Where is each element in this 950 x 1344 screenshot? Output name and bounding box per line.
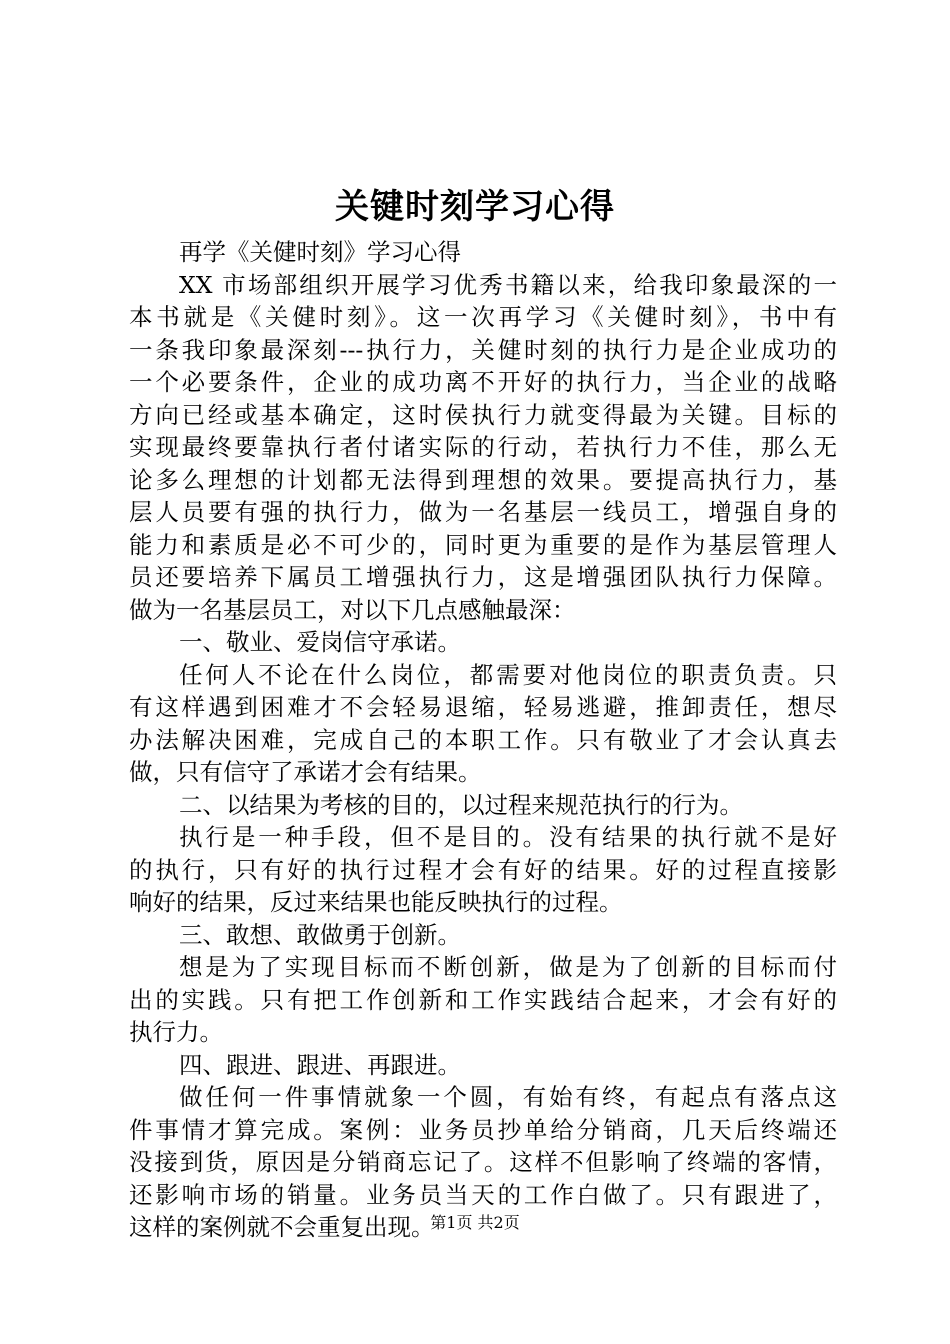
- text-line: 三、敢想、敢做勇于创新。: [179, 920, 461, 949]
- text-line: 员还要培养下属员工增强执行力，这是增强团队执行力保障。: [129, 563, 837, 591]
- text-line: 论多么理想的计划都无法得到理想的效果。要提高执行力，基: [129, 465, 837, 494]
- text-line: 出的实践。只有把工作创新和工作实践结合起来，才会有好的: [129, 985, 837, 1014]
- text-line: 件事情才算完成。案例：业务员抄单给分销商，几天后终端还: [129, 1115, 837, 1144]
- text-line: 一条我印象最深刻---执行力，关健时刻的执行力是企业成功的: [129, 335, 837, 364]
- text-line: 没接到货，原因是分销商忘记了。这样不但影响了终端的客情，: [129, 1148, 837, 1176]
- text-line: 做任何一件事情就象一个圆，有始有终，有起点有落点这: [179, 1083, 837, 1111]
- text-line: 本书就是《关健时刻》。这一次再学习《关健时刻》，书中有: [129, 303, 837, 331]
- text-line: 想是为了实现目标而不断创新，做是为了创新的目标而付: [179, 953, 837, 981]
- page-footer: 第1页 共2页: [430, 1213, 520, 1232]
- text-line: 一个必要条件，企业的成功离不开好的执行力，当企业的战略: [129, 368, 837, 396]
- text-line: 层人员要有强的执行力，做为一名基层一线员工，增强自身的: [129, 498, 837, 526]
- page-title: 关键时刻学习心得: [335, 187, 615, 227]
- text-line: 有这样遇到困难才不会轻易退缩，轻易逃避，推卸责任，想尽: [129, 693, 837, 721]
- text-line: 这样的案例就不会重复出现。: [129, 1213, 435, 1241]
- text-line: 任何人不论在什么岗位，都需要对他岗位的职责负责。只: [179, 660, 837, 689]
- text-line: 执行力。: [129, 1018, 223, 1046]
- text-line: 响好的结果，反过来结果也能反映执行的过程。: [129, 888, 623, 916]
- text-line: 再学《关健时刻》学习心得: [179, 238, 461, 266]
- text-line: 二、以结果为考核的目的，以过程来规范执行的行为。: [179, 790, 743, 819]
- text-line: 做，只有信守了承诺才会有结果。: [129, 758, 482, 786]
- text-line: 的执行，只有好的执行过程才会有好的结果。好的过程直接影: [129, 855, 837, 884]
- text-line: 还影响市场的销量。业务员当天的工作白做了。只有跟进了，: [129, 1180, 837, 1209]
- text-line: 一、敬业、爱岗信守承诺。: [179, 628, 461, 656]
- text-line: 四、跟进、跟进、再跟进。: [179, 1050, 461, 1079]
- text-line: 做为一名基层员工，对以下几点感触最深：: [129, 595, 576, 624]
- text-line: XX 市场部组织开展学习优秀书籍以来，给我印象最深的一: [179, 270, 837, 299]
- text-line: 办法解决困难，完成自己的本职工作。只有敬业了才会认真去: [129, 725, 837, 754]
- text-line: 方向已经或基本确定，这时侯执行力就变得最为关键。目标的: [129, 400, 837, 429]
- text-line: 实现最终要靠执行者付诸实际的行动，若执行力不佳，那么无: [129, 433, 837, 461]
- text-line: 能力和素质是必不可少的，同时更为重要的是作为基层管理人: [129, 530, 837, 559]
- text-line: 执行是一种手段，但不是目的。没有结果的执行就不是好: [179, 823, 837, 851]
- document-body: [129, 236, 837, 1244]
